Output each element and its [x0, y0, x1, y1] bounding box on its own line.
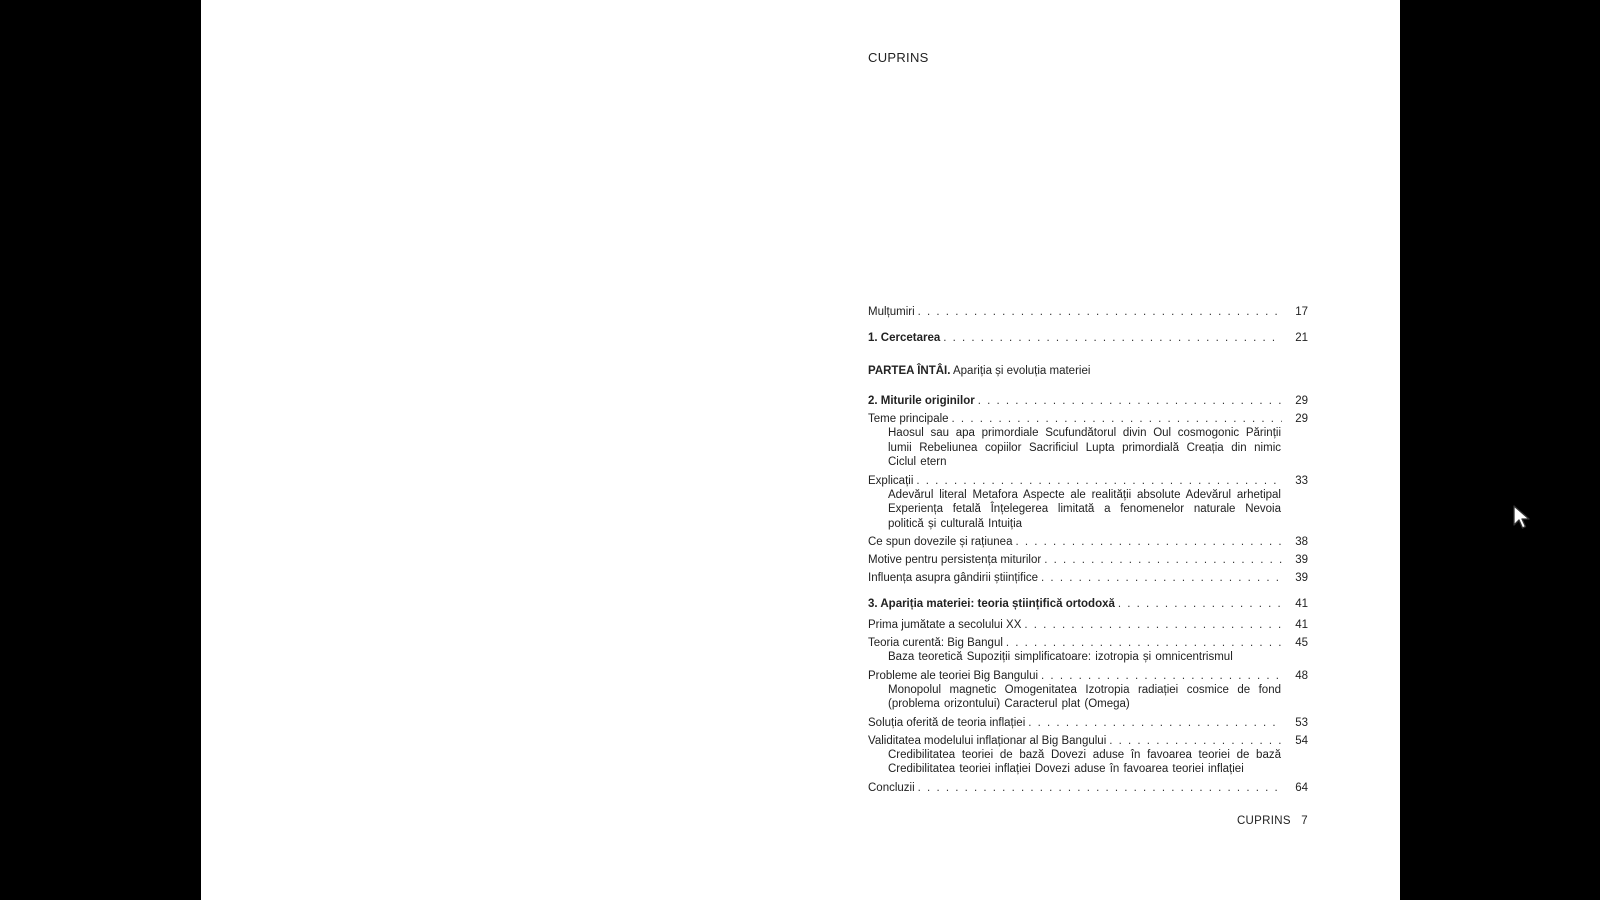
toc-subtopics: Adevărul literal Metafora Aspecte ale realității absolute Adevărul arhetipal Experiența fetală Înțelegerea limitată a fenomenelor naturale Nevoia politică și culturală Intuiția [888, 488, 1281, 530]
toc-entry-title: Concluzii [868, 781, 915, 794]
toc-line [868, 305, 1308, 319]
toc-subtopics: Monopolul magnetic Omogenitatea Izotropia radiației cosmice de fond (problema orizontului) Caracterul plat (Omega) [888, 683, 1281, 710]
toc-subtopics: Haosul sau apa primordiale Scufundătorul divin Oul cosmogonic Părinții lumii Rebeliunea copiilor Sacrificiul Lupta primordială Creația din nimic Ciclul etern [888, 427, 1281, 468]
mouse-cursor-icon [1513, 505, 1531, 531]
dot-leader [1028, 716, 1282, 730]
dot-leader [1118, 597, 1282, 611]
toc-page-number: 33 [1295, 474, 1308, 487]
document-page [201, 0, 1400, 900]
toc-page-number: 45 [1295, 637, 1308, 649]
dot-leader [1015, 535, 1282, 549]
toc-line [868, 474, 1308, 488]
toc-entry-title: Teme principale [868, 413, 949, 425]
toc-entry-title: Probleme ale teoriei Big Bangului [868, 669, 1039, 682]
dot-leader [943, 331, 1282, 345]
toc-entry-title: 1. Cercetarea [868, 332, 941, 344]
dot-leader [978, 394, 1282, 408]
dot-leader [1109, 734, 1282, 748]
toc-entry [868, 331, 1308, 345]
page-heading: CUPRINS [868, 50, 929, 65]
toc-entry [868, 669, 1308, 712]
toc-entry-title: Validitatea modelului inflaționar al Big Bangului [868, 734, 1107, 747]
toc-entry [868, 597, 1308, 611]
toc-entry [868, 571, 1308, 585]
toc-subtopics: Credibilitatea teoriei de bază Dovezi aduse în favoarea teoriei de bază Credibilitatea teoriei inflației Dovezi aduse în favoarea teoriei inflației [888, 748, 1281, 775]
toc-entry [868, 781, 1308, 795]
toc-page-number: 39 [1295, 572, 1308, 584]
toc-entry-title: Motive pentru persistența miturilor [868, 554, 1042, 566]
dot-leader [918, 781, 1282, 795]
toc-entry [868, 636, 1308, 665]
toc-line [868, 571, 1308, 585]
toc-entry-title: 3. Apariția materiei: teoria științifică ortodoxă [868, 598, 1115, 610]
footer-label: CUPRINS [1236, 815, 1291, 827]
toc-entry-title: Mulțumiri [868, 306, 915, 318]
toc-entry [868, 734, 1308, 777]
table-of-contents [868, 305, 1308, 795]
toc-entry-title: Soluția oferită de teoria inflației [868, 716, 1026, 729]
dot-leader [916, 474, 1282, 488]
toc-page-number: 54 [1295, 734, 1308, 747]
toc-entry-title: Influența asupra gândirii științifice [868, 572, 1039, 584]
toc-line [868, 394, 1308, 408]
toc-page-number: 53 [1295, 716, 1308, 729]
toc-page-number: 17 [1295, 306, 1308, 318]
toc-line [868, 331, 1308, 345]
toc-entry [868, 618, 1308, 632]
part-label: PARTEA ÎNTÂI. [868, 365, 951, 377]
toc-page-number: 38 [1295, 536, 1308, 548]
toc-entry [868, 474, 1308, 532]
toc-line [868, 618, 1308, 632]
toc-page-number: 29 [1295, 395, 1308, 407]
toc-page-number: 21 [1295, 332, 1308, 344]
toc-page-number: 41 [1295, 598, 1308, 610]
toc-entry-title: Ce spun dovezile și rațiunea [868, 536, 1013, 548]
toc-line [868, 535, 1308, 549]
toc-entry-title: Prima jumătate a secolului XX [868, 619, 1022, 631]
toc-subtopics: Baza teoretică Supoziții simplificatoare: izotropia și omnicentrismul [888, 651, 1233, 663]
toc-entry [868, 394, 1308, 408]
dot-leader [1041, 571, 1282, 585]
toc-line [868, 734, 1308, 748]
toc-page-number: 48 [1295, 669, 1308, 682]
part-title: Apariția și evoluția materiei [950, 365, 1091, 377]
dot-leader [1044, 553, 1282, 567]
toc-part-heading [868, 364, 1308, 378]
dot-leader [1041, 669, 1282, 683]
toc-entry [868, 305, 1308, 319]
toc-line [868, 716, 1308, 730]
toc-page-number: 41 [1295, 619, 1308, 631]
toc-entry [868, 535, 1308, 549]
toc-entry [868, 716, 1308, 730]
toc-entry-title: 2. Miturile originilor [868, 395, 975, 407]
toc-page-number: 39 [1295, 554, 1308, 566]
dot-leader [1024, 618, 1282, 632]
toc-line [868, 669, 1308, 683]
toc-line [868, 636, 1308, 650]
toc-line [868, 597, 1308, 611]
dot-leader [952, 412, 1282, 426]
toc-entry-title: Explicații [868, 474, 914, 487]
toc-entry [868, 553, 1308, 567]
toc-line [868, 412, 1308, 426]
page-footer [1237, 815, 1308, 827]
toc-entry [868, 412, 1308, 470]
toc-line [868, 781, 1308, 795]
toc-line [868, 553, 1308, 567]
toc-page-number: 29 [1295, 413, 1308, 425]
dot-leader [1006, 636, 1282, 650]
toc-entry-title: Teoria curentă: Big Bangul [868, 637, 1003, 649]
footer-page-number: 7 [1301, 815, 1308, 827]
toc-page-number: 64 [1295, 781, 1308, 794]
dot-leader [918, 305, 1282, 319]
